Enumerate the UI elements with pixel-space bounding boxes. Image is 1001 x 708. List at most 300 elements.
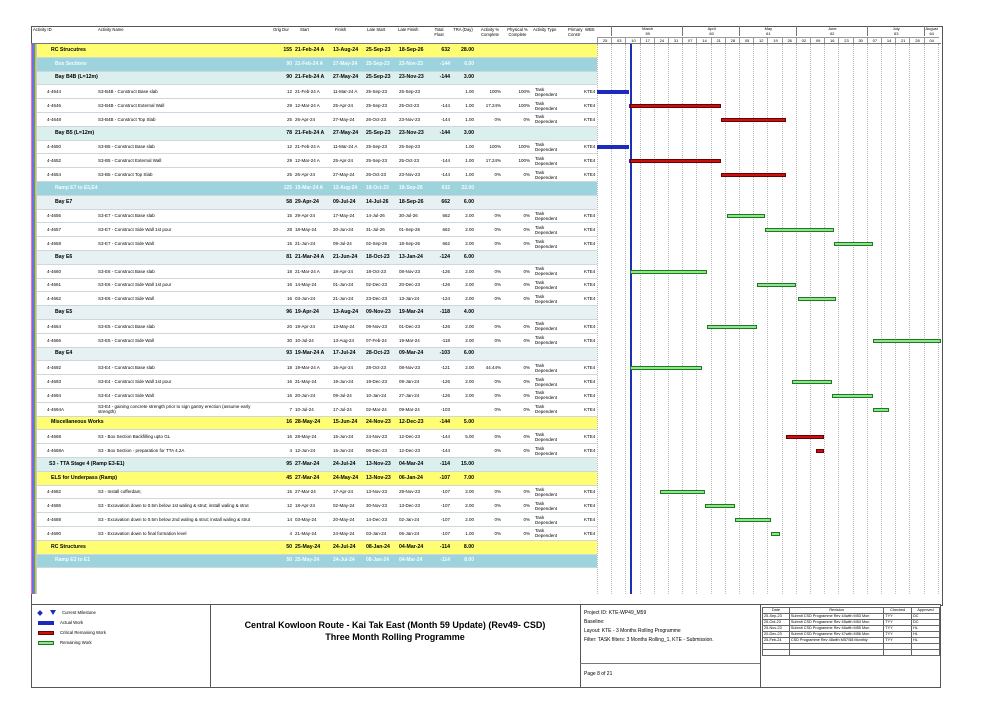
gantt-row	[597, 541, 941, 555]
cell-finish: 18-Apr-24	[333, 268, 354, 274]
wbs-group-row[interactable]	[37, 306, 597, 320]
title-line2: Three Month Rolling Programme	[325, 632, 465, 642]
table-row[interactable]	[37, 444, 597, 458]
col-late-start[interactable]: Late Start	[367, 27, 386, 32]
cell-lf: 23-Nov-23	[399, 116, 421, 122]
cell-start: 19-Mar-24 A	[295, 350, 325, 357]
cell-apc: 0%	[494, 227, 501, 233]
cell-id: 4-4657	[47, 227, 62, 233]
cell-apc: 17.24%	[485, 103, 501, 109]
revision-cell: Revision	[789, 608, 883, 614]
remaining-work-bar[interactable]	[792, 380, 833, 384]
table-row[interactable]	[37, 513, 597, 527]
col-late-finish[interactable]: Late Finish	[398, 27, 419, 32]
cell-dur: 16	[286, 296, 292, 302]
revision-cell: 20-Dec-23	[763, 632, 790, 638]
remaining-work-bar[interactable]	[757, 283, 796, 287]
cell-ppc: 0%	[523, 365, 530, 371]
cell-lf: 23-Nov-23	[399, 129, 424, 136]
cell-ls: 10-Jan-24	[366, 392, 387, 398]
table-row[interactable]	[37, 334, 597, 348]
wbs-group-row[interactable]	[37, 458, 597, 472]
month-number: 64	[929, 31, 934, 36]
revision-cell: TYY	[884, 626, 912, 632]
cell-lf: 13-Jan-24	[399, 253, 423, 260]
timescale-week: 14	[696, 37, 711, 43]
col-tra[interactable]: TRA (Day)	[453, 27, 473, 32]
cell-dur: 25	[286, 172, 292, 178]
cell-tf: 662	[442, 227, 450, 233]
cell-id: 4-4648	[47, 116, 62, 122]
cell-start: 12-Jun-24	[295, 448, 316, 454]
cell-dur: 29	[286, 158, 292, 164]
cell-tf: -107	[440, 530, 450, 536]
cell-wbs: KTE4	[584, 530, 596, 536]
wbs-group-row[interactable]	[37, 58, 597, 72]
remaining-work-bar[interactable]	[771, 532, 779, 536]
remaining-work-bar[interactable]	[873, 408, 889, 412]
cell-lf: 25-Oct-23	[399, 158, 420, 164]
timescale-week: 02	[796, 37, 811, 43]
legend-critical: Critical Remaining Work	[38, 630, 106, 635]
remaining-work-bar[interactable]	[630, 366, 702, 370]
cell-start: 21-Jun-24	[295, 241, 316, 247]
revision-cell	[763, 650, 790, 656]
wbs-group-row[interactable]	[37, 555, 597, 569]
timescale-week: 09	[810, 37, 825, 43]
cell-dur: 25	[286, 116, 292, 122]
footer-panel	[31, 604, 941, 688]
cell-tra: 2.00	[465, 296, 474, 302]
gantt-row	[597, 375, 941, 389]
cell-type: Task Dependent	[535, 431, 558, 442]
cell-ppc: 0%	[523, 241, 530, 247]
cell-wbs: KTE4	[584, 282, 596, 288]
table-row[interactable]	[37, 499, 597, 513]
wbs-group-row[interactable]	[37, 196, 597, 210]
critical-bar-icon	[38, 631, 54, 635]
col-activity-id[interactable]: Activity ID	[33, 27, 52, 32]
timescale-week: 07	[682, 37, 697, 43]
cell-wbs: KTE4	[584, 227, 596, 233]
cell-lf: 12-Dec-23	[399, 419, 424, 426]
cell-tf: -121	[440, 365, 450, 371]
revision-cell: 25-Oct-23	[763, 620, 790, 626]
table-row[interactable]	[37, 292, 597, 306]
revision-cell: TYY	[884, 614, 912, 620]
cell-tf: -126	[440, 392, 450, 398]
gantt-row	[597, 486, 941, 500]
gantt-chart	[597, 44, 941, 594]
cell-ppc: 0%	[523, 337, 530, 343]
cell-dur: 28	[286, 227, 292, 233]
critical-remaining-bar[interactable]	[721, 173, 786, 177]
footer-title	[210, 619, 580, 643]
table-row[interactable]	[37, 361, 597, 375]
cell-start: 10-Jul-24	[295, 337, 314, 343]
cell-finish: 20-Jun-24	[333, 227, 354, 233]
timescale-week: 16	[824, 37, 839, 43]
cell-dur: 15	[286, 213, 292, 219]
cell-wbs: KTE4	[584, 365, 596, 371]
wbs-group-row[interactable]	[37, 127, 597, 141]
cell-tf: -144	[439, 419, 450, 426]
table-row[interactable]	[37, 265, 597, 279]
gantt-row	[597, 44, 941, 58]
cell-id: 4-4694A	[47, 406, 65, 412]
cell-finish: 24-Jul-24	[333, 543, 356, 550]
cell-tra: 1.00	[465, 103, 474, 109]
critical-remaining-bar[interactable]	[630, 159, 720, 163]
cell-name: S3 - Excavation down to 0.5m below 2nd waling & strut; install waling & strut	[98, 517, 251, 523]
table-row[interactable]	[37, 486, 597, 500]
cell-name: S3-B5 - Construct Top Slab	[98, 172, 153, 178]
wbs-group-row[interactable]	[37, 348, 597, 362]
cell-finish: 21-Jun-24	[333, 296, 354, 302]
cell-wbs: KTE4	[584, 392, 596, 398]
cell-tra: 2.00	[465, 379, 474, 385]
cell-tf: -144	[439, 74, 450, 81]
wbs-group-row[interactable]	[37, 182, 597, 196]
cell-tra: 2.00	[465, 392, 474, 398]
cell-start: 21-May-24	[295, 530, 317, 536]
cell-tra: 5.00	[463, 419, 474, 426]
cell-lf: 23-Nov-23	[399, 172, 421, 178]
wbs-group-row[interactable]	[37, 251, 597, 265]
cell-start: 14-May-24	[295, 282, 317, 288]
critical-remaining-bar[interactable]	[721, 118, 786, 122]
cell-type: Task Dependent	[535, 528, 558, 539]
cell-start: 21-Mar-24 A	[295, 253, 325, 260]
col-total-float[interactable]: Total Float	[434, 27, 444, 37]
revision-cell: Checked	[884, 608, 912, 614]
cell-ls: 13-Nov-23	[366, 474, 391, 481]
milestone-triangle-icon	[50, 610, 56, 615]
cell-dur: 90	[286, 74, 292, 81]
cell-start: 18-May-24	[295, 227, 317, 233]
cell-dur: 16	[286, 419, 292, 426]
col-primary-constraint[interactable]: Primary Constr	[568, 27, 583, 37]
cell-tf: -107	[440, 489, 450, 495]
cell-ppc: 0%	[523, 268, 530, 274]
cell-finish: 11-Mar-24 A	[333, 89, 358, 95]
remaining-work-bar[interactable]	[834, 242, 873, 246]
cell-type: Task Dependent	[535, 335, 558, 346]
cell-finish: 15-Jun-24	[333, 448, 354, 454]
project-id: Project ID: KTE-WP49_M59	[584, 610, 647, 616]
cell-ls: 18-Oct-23	[366, 253, 390, 260]
cell-apc: 0%	[494, 323, 501, 329]
timescale-week: 21	[711, 37, 726, 43]
cell-name: Bay E4	[55, 350, 73, 357]
wbs-group-row[interactable]	[37, 541, 597, 555]
col-finish[interactable]: Finish	[335, 27, 347, 32]
cell-dur: 45	[286, 474, 292, 481]
cell-finish: 25-Apr-24	[333, 103, 354, 109]
cell-finish: 27-May-24	[333, 74, 359, 81]
cell-dur: 12	[286, 144, 292, 150]
cell-type: Task Dependent	[535, 376, 558, 387]
table-row[interactable]	[37, 168, 597, 182]
cell-tra: 1.00	[465, 144, 474, 150]
cell-dur: 12	[286, 503, 292, 509]
actual-bar-icon	[38, 621, 54, 625]
gantt-row	[597, 472, 941, 486]
cell-tf: 632	[441, 46, 450, 53]
cell-finish: 13-May-24	[333, 323, 355, 329]
cell-lf: 25-Oct-23	[399, 103, 420, 109]
cell-ls: 07-Feb-24	[366, 337, 387, 343]
cell-tf: -124	[440, 296, 450, 302]
month-name: June	[827, 26, 837, 31]
table-row[interactable]	[37, 141, 597, 155]
table-row[interactable]	[37, 85, 597, 99]
cell-apc: 0%	[494, 268, 501, 274]
cell-apc: 0%	[494, 337, 501, 343]
wbs-group-row[interactable]	[37, 472, 597, 486]
cell-finish: 11-Mar-24 A	[333, 144, 358, 150]
wbs-group-row[interactable]	[37, 44, 597, 58]
cell-tra: 2.00	[465, 213, 474, 219]
cell-finish: 13-Aug-24	[333, 337, 355, 343]
revision-cell	[789, 650, 883, 656]
cell-apc: 0%	[494, 530, 501, 536]
cell-id: 4-4646	[47, 103, 62, 109]
timescale-week: 19	[767, 37, 782, 43]
gantt-row	[597, 168, 941, 182]
remaining-work-bar[interactable]	[660, 490, 705, 494]
revision-cell: TYY	[884, 632, 912, 638]
cell-name: S3 - Excavation down to 0.5m below 1st waling & strut; install waling & strut	[98, 503, 249, 509]
timescale-week: 31	[668, 37, 683, 43]
cell-name: S3 - Install cofferdam;	[98, 489, 142, 495]
table-row[interactable]	[37, 154, 597, 168]
month-number: 61	[766, 31, 771, 36]
cell-type: Task Dependent	[535, 266, 558, 277]
critical-remaining-bar[interactable]	[630, 104, 720, 108]
timescale-week: 10	[625, 37, 640, 43]
cell-tra: 2.00	[465, 241, 474, 247]
cell-lf: 25-Sep-23	[399, 144, 421, 150]
cell-name: S3-E5 - Construct Base slab	[98, 323, 155, 329]
cell-type: Task Dependent	[535, 445, 558, 456]
cell-wbs: KTE4	[584, 158, 596, 164]
cell-finish: 27-May-24	[333, 172, 355, 178]
cell-start: 29-Apr-24	[295, 213, 316, 219]
cell-id: 4-4661	[47, 282, 62, 288]
cell-dur: 50	[286, 543, 292, 550]
cell-name: RC Structures	[51, 543, 86, 550]
cell-wbs: KTE4	[584, 503, 596, 509]
cell-tra: 2.00	[465, 489, 474, 495]
cell-wbs: KTE4	[584, 172, 596, 178]
timescale-month	[611, 26, 683, 36]
remaining-work-bar[interactable]	[832, 394, 873, 398]
cell-start: 21-Feb-24 A	[295, 60, 324, 67]
cell-tra: 3.00	[463, 74, 474, 81]
cell-dur: 95	[286, 460, 292, 467]
remaining-work-bar[interactable]	[873, 339, 941, 343]
timescale-header	[597, 26, 941, 44]
table-row[interactable]	[37, 320, 597, 334]
cell-finish: 15-Jun-24	[333, 419, 358, 426]
cell-dur: 16	[286, 392, 292, 398]
cell-lf: 18-Sep-26	[399, 241, 421, 247]
cell-lf: 04-Mar-24	[399, 460, 424, 467]
cell-dur: 30	[286, 337, 292, 343]
revision-cell: Submit CSD Programme Rev 47with M56 Mon	[789, 632, 883, 638]
gantt-row	[597, 306, 941, 320]
cell-ppc: 0%	[523, 517, 530, 523]
cell-finish: 17-Apr-24	[333, 489, 354, 495]
cell-id: 4-4690	[47, 530, 62, 536]
col-wbs[interactable]: WBS	[585, 27, 595, 32]
cell-ls: 02-Sep-26	[366, 241, 388, 247]
cell-ppc: 0%	[523, 503, 530, 509]
cell-start: 26-Apr-24	[295, 116, 316, 122]
gantt-row	[597, 417, 941, 431]
table-row[interactable]	[37, 403, 597, 417]
cell-apc: 44.44%	[485, 365, 501, 371]
gantt-row	[597, 361, 941, 375]
cell-start: 28-May-24	[295, 419, 321, 426]
cell-finish: 09-Jul-24	[333, 392, 352, 398]
cell-name: S3-E7 - Construct Base slab	[98, 213, 155, 219]
cell-finish: 01-Jun-24	[333, 282, 354, 288]
table-row[interactable]	[37, 527, 597, 541]
cell-type: Task Dependent	[535, 86, 558, 97]
cell-ppc: 0%	[523, 406, 530, 412]
cell-apc: 0%	[494, 116, 501, 122]
remaining-work-bar[interactable]	[765, 228, 834, 232]
cell-dur: 20	[286, 323, 292, 329]
cell-lf: 23-Nov-23	[399, 74, 424, 81]
gantt-row	[597, 499, 941, 513]
table-row[interactable]	[37, 430, 597, 444]
remaining-work-bar[interactable]	[798, 297, 837, 301]
cell-tf: 662	[441, 198, 450, 205]
cell-lf: 09-Mar-24	[399, 350, 424, 357]
revision-cell: TYY	[884, 638, 912, 644]
cell-name: Miscellaneous Works	[51, 419, 104, 426]
revision-cell: TYY	[884, 620, 912, 626]
timescale-week: 28	[725, 37, 740, 43]
gantt-row	[597, 555, 941, 569]
table-row[interactable]	[37, 237, 597, 251]
remaining-work-bar[interactable]	[705, 504, 735, 508]
wbs-group-row[interactable]	[37, 417, 597, 431]
col-activity-pct[interactable]: Activity % Complete	[480, 27, 500, 37]
cell-tf: -126	[440, 323, 450, 329]
col-activity-name[interactable]: Activity Name	[98, 27, 124, 32]
wbs-group-row[interactable]	[37, 72, 597, 86]
cell-ls: 09-Nov-23	[366, 323, 388, 329]
cell-lf: 01-Sep-26	[399, 227, 421, 233]
layout-name: Layout: KTE - 3 Months Rolling Programme	[584, 628, 681, 634]
col-activity-type[interactable]: Activity Type	[533, 27, 557, 32]
table-row[interactable]	[37, 113, 597, 127]
cell-wbs: KTE4	[584, 406, 596, 412]
remaining-work-bar[interactable]	[727, 214, 766, 218]
cell-tra: 4.00	[463, 309, 474, 316]
col-physical-pct[interactable]: Physical % Complete	[507, 27, 528, 37]
table-row[interactable]	[37, 279, 597, 293]
cell-dur: 12	[286, 89, 292, 95]
timescale-month	[796, 26, 868, 36]
legend-remaining: Remaining Work	[38, 640, 92, 645]
actual-work-bar[interactable]	[597, 145, 629, 149]
cell-ls: 02-Dec-23	[366, 282, 388, 288]
cell-tra: 15.00	[461, 460, 474, 467]
cell-name: S3-B4B - Construct Top Slab	[98, 116, 156, 122]
timescale-week: 12	[753, 37, 768, 43]
col-start[interactable]: Start	[300, 27, 309, 32]
cell-ls: 13-Nov-23	[366, 489, 388, 495]
table-row[interactable]	[37, 375, 597, 389]
cell-finish: 24-May-24	[333, 474, 359, 481]
cell-ls: 28-Oct-23	[366, 365, 387, 371]
critical-remaining-bar[interactable]	[816, 449, 824, 453]
cell-tf: -114	[439, 543, 450, 550]
cell-ppc: 100%	[518, 158, 530, 164]
remaining-work-bar[interactable]	[707, 325, 758, 329]
gantt-row	[597, 389, 941, 403]
revision-cell: Submit CSD Programme Rev 44with M53 Mon	[789, 614, 883, 620]
cell-finish: 17-May-24	[333, 213, 355, 219]
table-row[interactable]	[37, 389, 597, 403]
cell-name: S3-E6 - Construct Base slab	[98, 268, 155, 274]
cell-ls: 25-Sep-23	[366, 144, 388, 150]
cell-name: S3-E6 - Construct Side Wall 1st pour	[98, 282, 172, 288]
cell-ls: 24-Nov-23	[366, 434, 388, 440]
remaining-work-bar[interactable]	[735, 518, 772, 522]
table-row[interactable]	[37, 223, 597, 237]
cell-name: Bay B4B (L=12m)	[55, 74, 98, 81]
cell-apc: 0%	[494, 213, 501, 219]
month-number: 62	[830, 31, 835, 36]
cell-name: S3-E4 - Construct Side Wall	[98, 392, 154, 398]
cell-lf: 01-Dec-23	[399, 323, 421, 329]
cell-dur: 7	[289, 406, 292, 412]
cell-ppc: 0%	[523, 116, 530, 122]
cell-dur: 16	[286, 434, 292, 440]
cell-apc: 0%	[494, 489, 501, 495]
actual-work-bar[interactable]	[597, 90, 629, 94]
legend-actual: Actual Work	[38, 620, 83, 625]
remaining-work-bar[interactable]	[630, 270, 706, 274]
cell-type: Task Dependent	[535, 224, 558, 235]
timescale-week: 25	[597, 37, 612, 43]
cell-name: Box Sections	[55, 60, 87, 67]
cell-type: Task Dependent	[535, 114, 558, 125]
cell-start: 27-Mar-24	[295, 474, 320, 481]
gantt-row	[597, 513, 941, 527]
table-row[interactable]	[37, 99, 597, 113]
table-row[interactable]	[37, 210, 597, 224]
cell-id: 4-4693	[47, 379, 62, 385]
cell-name: S3-E6 - Construct Side Wall	[98, 296, 154, 302]
cell-apc: 0%	[494, 379, 501, 385]
cell-finish: 17-Jul-24	[333, 350, 356, 357]
month-name: May	[764, 26, 773, 31]
month-number: 60	[709, 31, 714, 36]
project-info	[584, 609, 759, 645]
col-orig-dur[interactable]: Orig Dur	[273, 27, 289, 32]
cell-type: Task Dependent	[535, 238, 558, 249]
critical-remaining-bar[interactable]	[786, 435, 825, 439]
cell-apc: 0%	[494, 172, 501, 178]
month-name: July	[892, 26, 900, 31]
